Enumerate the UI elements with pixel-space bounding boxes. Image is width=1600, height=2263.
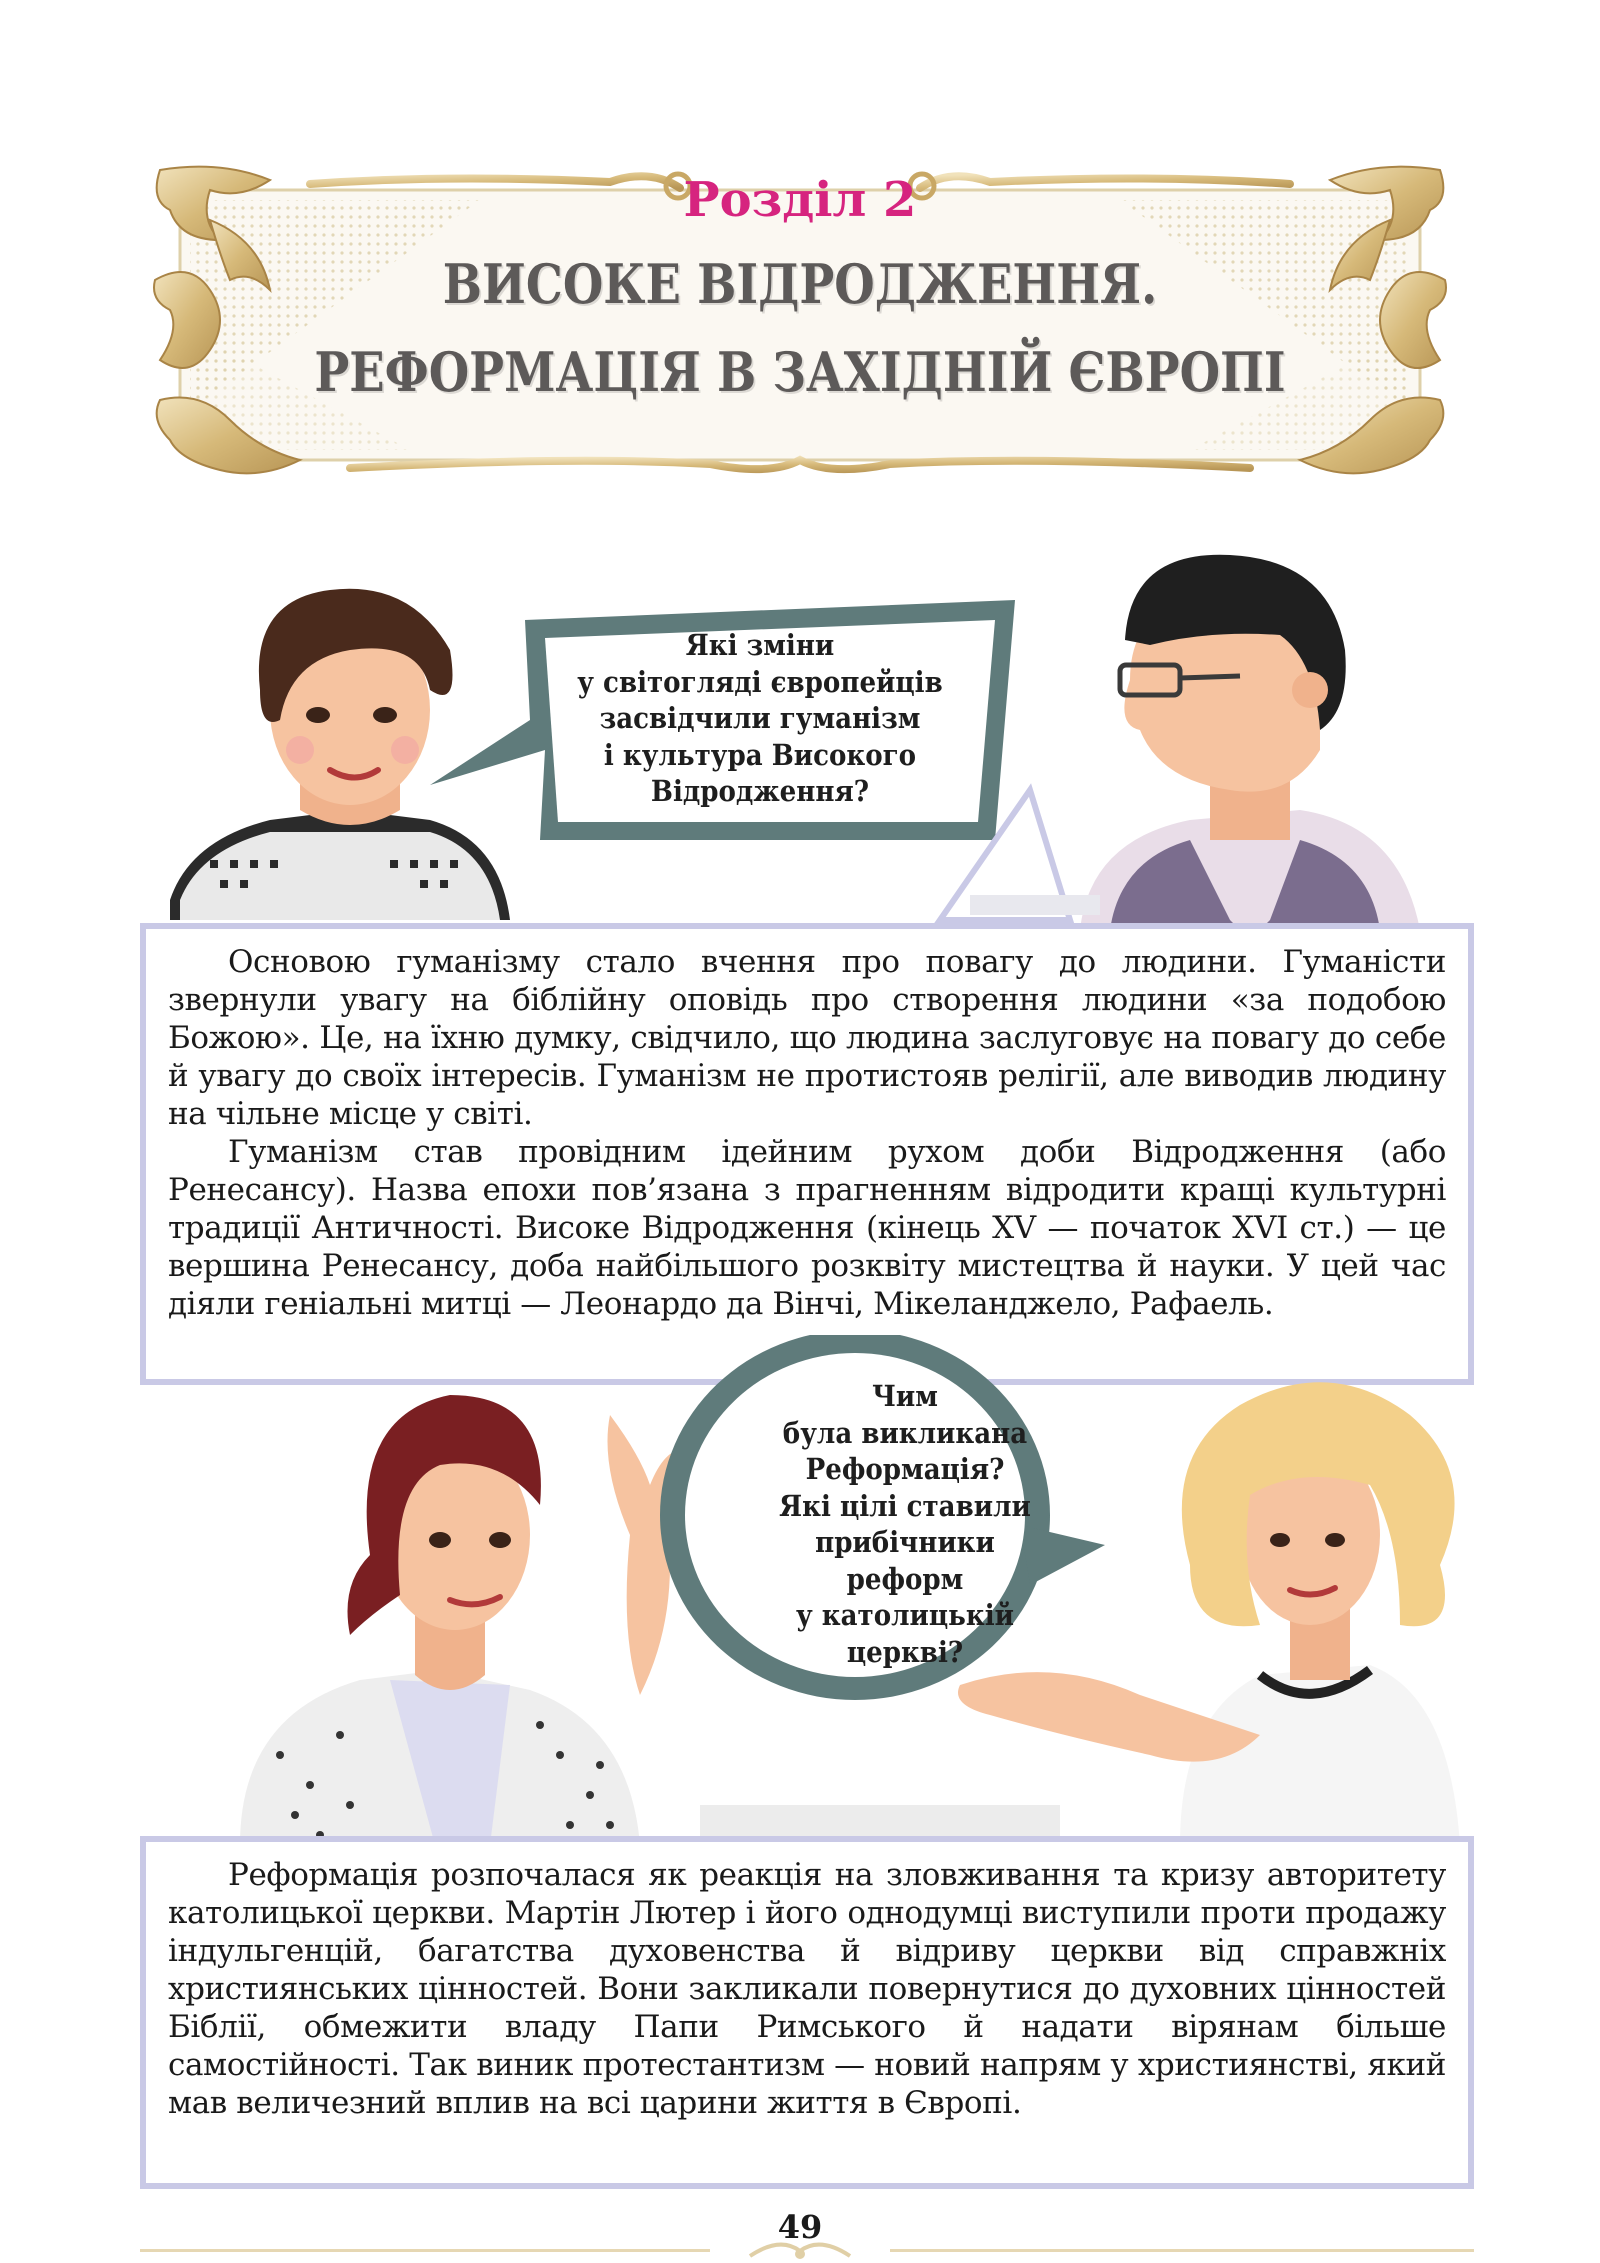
- chapter-label: Розділ 2: [683, 172, 917, 228]
- question-line: у католицькій: [795, 1598, 1015, 1633]
- chapter-banner: [150, 160, 1450, 480]
- question-line: і культура Високого: [603, 737, 917, 772]
- question-bubble-2-text: [757, 1378, 1054, 1670]
- question-line: Які цілі ставили: [779, 1488, 1031, 1523]
- text-box-reformation: [140, 1836, 1474, 2189]
- question-line: Чим: [872, 1379, 938, 1413]
- text-box-humanism: [140, 923, 1474, 1385]
- paragraph: Гуманізм став провідним ідейним рухом доби Відродження (або Ренесансу). Назва епохи пов’язана з прагненням відродити кращі культурні традиції Античності. Високе Відродження (кінець XV — початок XVI ст.) — це вершина Ренесансу, доба найбільшого розквіту мистецтва й науки. У цей час діяли геніальні митці — Леонардо да Вінчі, Мікеланджело, Рафаель.: [168, 1134, 1446, 1322]
- page-number: 49: [777, 2208, 823, 2246]
- woman-curly-hair-figure: [170, 589, 510, 920]
- question-line: у світогляді європейців: [577, 664, 943, 699]
- woman-bob-hair-figure: [240, 1395, 700, 1845]
- chapter-title-line1: ВИСОКЕ ВІДРОДЖЕННЯ.: [442, 252, 1158, 316]
- question-line: церкві?: [846, 1634, 964, 1669]
- paragraph: Основою гуманізму стало вчення про повагу до людини. Гуманісти звернули увагу на біблійну оповідь про створення людини «за подобою Божою». Це, на їхню думку, свідчило, що людина заслуговує на повагу до себе й увагу до своїх інтересів. Гуманізм не протистояв релігії, але виводив людину на чільне місце у світі.: [168, 944, 1446, 1132]
- paragraph: Реформація розпочалася як реакція на зловживання та кризу авторитету католицької церкви. Мартін Лютер і його однодумці виступили проти продажу індульгенцій, багатства духовенства й відриву церкви від справжніх християнських цінностей. Вони закликали повернутися до духовних цінностей Біблії, обмежити владу Папи Римського й надати вірянам більше самостійності. Так виник протестантизм — новий напрям у християнстві, який мав величезний вплив на всі царини життя в Європі.: [168, 1857, 1446, 2121]
- question-line: засвідчили гуманізм: [599, 701, 921, 736]
- chapter-title-line2: РЕФОРМАЦІЯ В ЗАХІДНІЙ ЄВРОПІ: [314, 340, 1286, 404]
- question-line: була викликана: [782, 1415, 1028, 1450]
- footer-divider-right: [890, 2249, 1474, 2252]
- footer-divider-left: [140, 2249, 710, 2252]
- question-line: Які зміни: [685, 628, 835, 662]
- question-line: Відродження?: [650, 774, 870, 809]
- question-line: прибічники реформ: [815, 1525, 995, 1596]
- question-bubble-1-text: [544, 627, 976, 810]
- question-line: Реформація?: [805, 1452, 1005, 1487]
- man-glasses-figure: [1080, 555, 1420, 930]
